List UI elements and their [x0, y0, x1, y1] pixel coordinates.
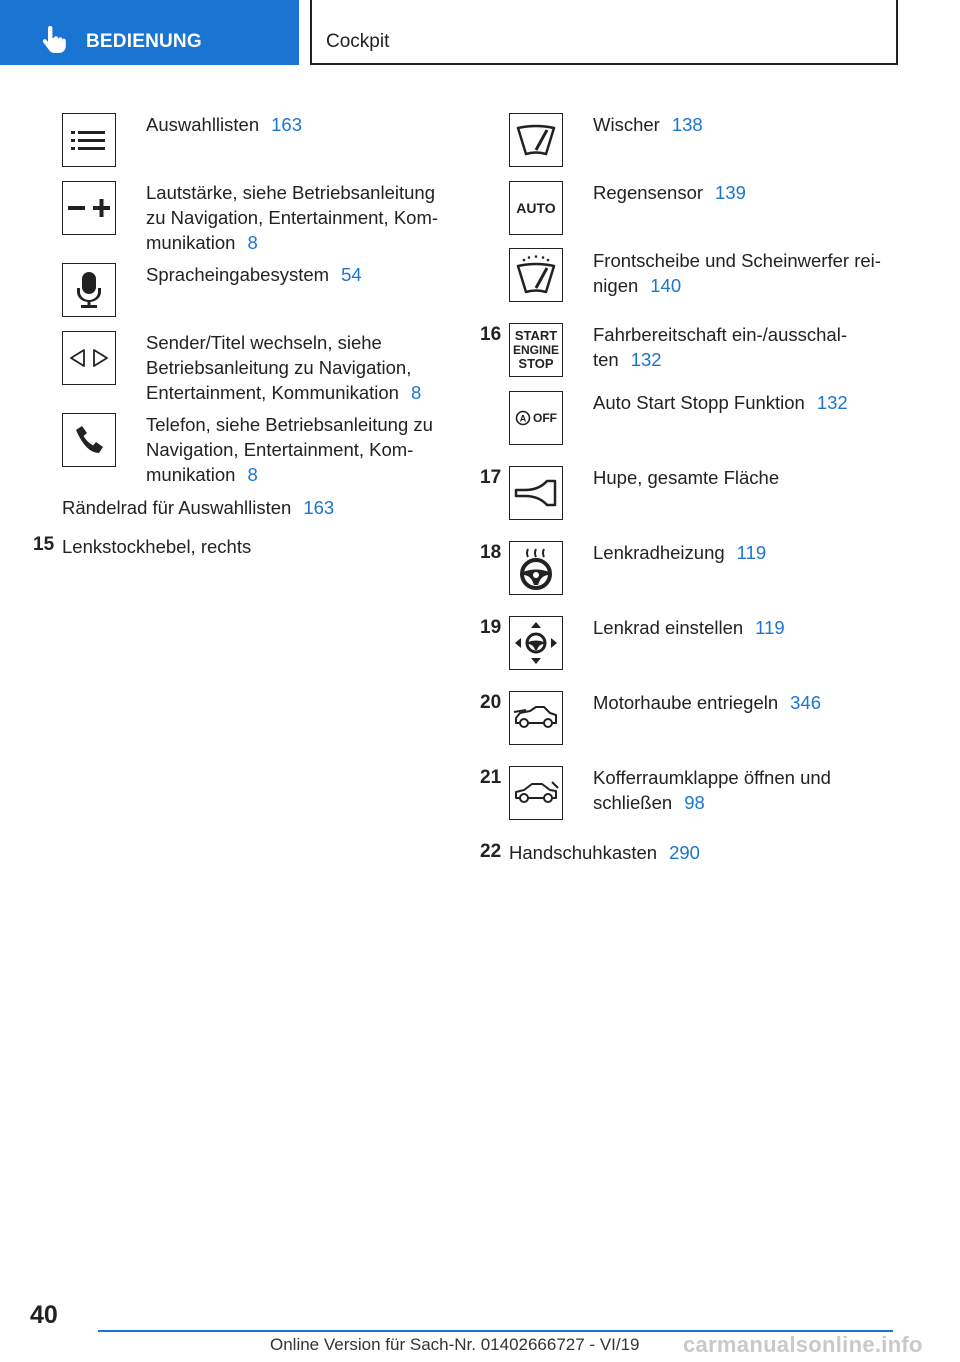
- washer-icon: [509, 248, 563, 302]
- steering-heating-icon: [509, 541, 563, 595]
- horn-icon: [509, 466, 563, 520]
- page-link[interactable]: 98: [684, 792, 705, 813]
- phone-icon: [62, 413, 116, 467]
- page-link[interactable]: 140: [650, 275, 682, 296]
- item-number: 21: [480, 767, 502, 788]
- page-link[interactable]: 138: [671, 114, 703, 135]
- page-link[interactable]: 119: [736, 542, 767, 563]
- auto-icon: [509, 181, 563, 235]
- page-link[interactable]: 290: [669, 842, 700, 863]
- page-link[interactable]: 132: [816, 392, 848, 413]
- auto-start-stop-off-icon: A OFF: [509, 391, 563, 445]
- wiper-icon: [509, 113, 563, 167]
- list-item: Lautstärke, siehe Betriebsanleitung zu Navigation, Entertainment, Kom- munikation 8: [146, 182, 439, 253]
- volume-minus-plus-icon: [62, 181, 116, 235]
- page-link[interactable]: 119: [755, 617, 785, 638]
- hood-release-icon: [509, 691, 563, 745]
- page-link[interactable]: 163: [271, 114, 302, 135]
- page-number: 40: [30, 1301, 58, 1329]
- section-tab[interactable]: [0, 0, 299, 65]
- start-stop-icon: START ENGINE STOP: [509, 323, 563, 377]
- list-item: Hupe, gesamte Fläche: [593, 467, 780, 488]
- pointing-hand-icon: [40, 26, 66, 54]
- watermark: carmanualsonline.info: [683, 1332, 923, 1357]
- item-number: 20: [480, 692, 502, 713]
- section-title: BEDIENUNG: [86, 31, 202, 52]
- svg-text:A: A: [519, 413, 527, 424]
- list-item: Lenkrad einstellen 119: [593, 617, 785, 638]
- list-item: Regensensor 139: [593, 182, 746, 203]
- page-link[interactable]: 346: [790, 692, 822, 713]
- item-label: Lenkstockhebel, rechts: [62, 536, 252, 557]
- page-link[interactable]: 8: [410, 382, 422, 403]
- list-icon: [62, 113, 116, 167]
- page-link[interactable]: 8: [247, 232, 258, 253]
- chapter-header: [310, 0, 898, 65]
- footer-text: Online Version für Sach-Nr. 01402666727 - VI/19: [270, 1335, 640, 1354]
- item-number: 15: [33, 534, 55, 555]
- list-item: Wischer 138: [593, 114, 703, 135]
- chapter-title: Cockpit: [326, 31, 390, 52]
- list-item: Auswahllisten 163: [146, 114, 302, 135]
- voice-input-icon: [62, 263, 116, 317]
- list-item: Spracheingabesystem 54: [146, 264, 362, 285]
- page-link[interactable]: 54: [341, 264, 362, 285]
- skip-arrows-icon: [62, 331, 116, 385]
- item-number: 22: [480, 841, 502, 862]
- steering-adjust-icon: [509, 616, 563, 670]
- list-item: Auto Start Stopp Funktion 132: [593, 392, 848, 413]
- page-link[interactable]: 8: [247, 464, 258, 485]
- page-link[interactable]: 132: [630, 349, 662, 370]
- item-number: 16: [480, 324, 502, 345]
- item-number: 17: [480, 467, 502, 488]
- list-item: Kofferraumklappe öffnen und schließen 98: [593, 767, 831, 813]
- list-item: Telefon, siehe Betriebsanleitung zu Navigation, Entertainment, Kom- munikation 8: [146, 414, 433, 485]
- list-item: Lenkradheizung 119: [593, 542, 767, 563]
- thumbwheel-item: Rändelrad für Auswahllisten 163: [62, 497, 335, 518]
- list-item: Handschuhkasten 290: [509, 842, 700, 863]
- list-item: Sender/Titel wechseln, siehe Betriebsanleitung zu Navigation, Entertainment, Kommunikation 8: [146, 332, 422, 403]
- auto-icon-label: AUTO: [516, 200, 556, 216]
- item-number: 19: [480, 617, 502, 638]
- page-link[interactable]: 139: [715, 182, 746, 203]
- list-item: Fahrbereitschaft ein-/ausschal- ten 132: [593, 324, 847, 370]
- list-item: Frontscheibe und Scheinwerfer rei- nigen 140: [593, 250, 881, 296]
- item-number: 18: [480, 542, 502, 563]
- trunk-icon: [509, 766, 563, 820]
- list-item: Motorhaube entriegeln 346: [593, 692, 822, 713]
- page-link[interactable]: 163: [303, 497, 335, 518]
